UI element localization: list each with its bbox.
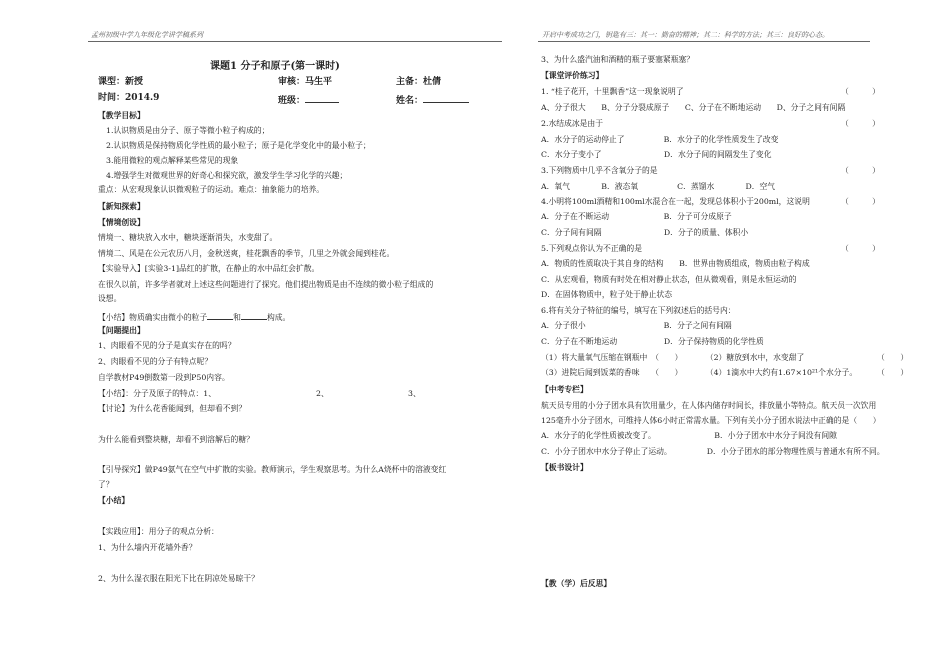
- ex5-stem: [541, 244, 880, 253]
- question-2: 2、肉眼看不见的分子有特点呢？: [98, 357, 213, 366]
- ex4-paren[interactable]: （ ）: [841, 197, 880, 206]
- objective-4: 4.增强学生对微观世界的好奇心和探究欲，激发学生学习化学的兴趣；: [106, 171, 348, 180]
- ex6-stem: 6.将有关分子特征的编号，填写在下列叙述后的括号内：: [541, 306, 736, 315]
- summary-and: 和: [233, 313, 241, 322]
- practice-2: 2、为什么湿衣服在阳光下比在阴凉处易晾干？: [98, 574, 259, 583]
- ex1-paren[interactable]: （ ）: [841, 87, 880, 96]
- features-label: 【小结】：分子及原子的特点：1、: [98, 389, 217, 398]
- left-column: [98, 0, 518, 658]
- summary-1-text: 【小结】物质确实由微小的粒子: [98, 313, 208, 322]
- feature-2: 2、: [316, 389, 329, 398]
- class-label: 班级：: [278, 96, 306, 106]
- class-blank[interactable]: [305, 94, 339, 103]
- ex6-items-12: [541, 353, 909, 362]
- ex3-paren[interactable]: （ ）: [841, 166, 880, 175]
- practice-3: 3、为什么盛汽油和酒精的瓶子要塞紧瓶塞？: [541, 55, 695, 64]
- ex2-text: 2.水结成冰是由于: [541, 119, 604, 128]
- right-column: [541, 0, 936, 658]
- question-1: 1、肉眼看不见的分子是真实存在的吗？: [98, 341, 236, 350]
- exam-text-1: 航天员专用的小分子团水具有饮用量少，在人体内储存时间长，排放量小等特点。航天员一次饮用: [541, 401, 877, 410]
- section-objectives: 【教学目标】: [98, 111, 145, 120]
- ex1-text: 1. “桂子花开，十里飘香”这一现象说明了: [541, 87, 684, 96]
- history-text-2: 设想。: [98, 294, 122, 303]
- ex6-item2-paren[interactable]: （ ）: [877, 353, 909, 362]
- class-field[interactable]: [278, 94, 339, 106]
- name-blank[interactable]: [423, 94, 469, 103]
- discussion-2: 为什么能看到整块糖，却看不到溶解后的糖？: [98, 435, 254, 444]
- ex6-items-34: [541, 368, 909, 377]
- ex5-paren[interactable]: （ ）: [841, 244, 880, 253]
- summary-features: [98, 389, 421, 398]
- ex4-options-cd: C．分子间有间隔 D．分子的质量、体积小: [541, 228, 749, 237]
- exam-options-cd: C．小分子团水中水分子停止了运动。 D．小分子团水的部分物理性质与普通水有所不同。: [541, 447, 885, 456]
- objective-2: 2.认识物质是保持物质化学性质的最小粒子；原子是化学变化中的最小粒子；: [106, 141, 371, 150]
- ex6-options-cd: C．分子在不断地运动 D．分子保持物质的化学性质: [541, 337, 764, 346]
- section-summary: 【小结】: [98, 496, 130, 505]
- history-text-1: 在很久以前，许多学者就对上述这些问题进行了探究。他们提出物质是由不连续的微小粒子组成的: [98, 280, 434, 289]
- ex2-paren[interactable]: （ ）: [841, 119, 880, 128]
- lesson-date: 时间：2014.9: [98, 93, 160, 103]
- ex2-stem: [541, 119, 880, 128]
- practice-1: 1、为什么墙内开花墙外香？: [98, 543, 197, 552]
- section-class-evaluation: 【课堂评价练习】: [541, 71, 604, 80]
- objective-3: 3.能用微粒的观点解释某些常见的现象: [106, 156, 239, 165]
- name-label: 姓名：: [396, 96, 424, 106]
- section-practice: 【实践应用】：用分子的观点分析：: [98, 527, 219, 536]
- key-points: 重点：从宏观现象认识微观粒子的运动。难点：抽象能力的培养。: [98, 185, 325, 194]
- ex1-stem: [541, 87, 880, 96]
- ex6-items-34-text: （3）进院后闻到饭菜的香味 （ ） （4）1滴水中大约有1.67×10²¹个水分子。: [541, 368, 858, 377]
- ex6-items-12-text: （1）将大量氧气压缩在钢瓶中 （ ） （2）糖放到水中，水变甜了: [541, 353, 805, 362]
- section-new-knowledge: 【新知探索】: [98, 202, 145, 211]
- ex2-options-ab: A．水分子的运动停止了 B．水分子的化学性质发生了改变: [541, 135, 779, 144]
- ex6-options-ab: A．分子很小 B．分子之间有间隔: [541, 321, 732, 330]
- ex4-options-ab: A．分子在不断运动 B．分子可分成原子: [541, 212, 732, 221]
- summary-1: [98, 311, 290, 322]
- ex6-item4-paren[interactable]: （ ）: [877, 368, 909, 377]
- exam-options-ab: A．水分子的化学性质被改变了。 B．小分子团水中水分子间没有间隙: [541, 431, 837, 440]
- preparer: 主备：杜倩: [396, 77, 442, 87]
- exam-text-2: 125毫升小分子团水，可维持人体6小时正常需水量。下列有关小分子团水说法中正确的是（ ）: [541, 416, 881, 425]
- ex5-text: 5.下列观点你认为不正确的是: [541, 244, 643, 253]
- feature-3: 3、: [408, 389, 421, 398]
- lesson-title: 课题1 分子和原子(第一课时): [210, 61, 340, 72]
- lesson-type: 课型：新授: [98, 77, 144, 87]
- ex5-option-d: D．在固体物质中，粒子处于静止状态: [541, 290, 672, 299]
- ex2-options-cd: C．水分子变小了 D．水分子间的间隔发生了变化: [541, 150, 772, 159]
- summary-blank-2[interactable]: [241, 311, 267, 320]
- scenario-1: 情境一、糖块放入水中，糖块逐渐消失，水变甜了。: [98, 233, 278, 242]
- ex1-options: A、分子很大 B、分子分裂成原子 C、分子在不断地运动 D、分子之间有间隔: [541, 103, 846, 112]
- discussion-1: 【讨论】为什么花香能闻到，但却看不到？: [98, 404, 247, 413]
- ex3-options: A．氧气 B．液态氧 C．蒸馏水 D．空气: [541, 182, 776, 191]
- ex4-stem: [541, 197, 880, 206]
- ex3-stem: [541, 166, 880, 175]
- ex5-option-c: C．从宏观看，物质有时处在相对静止状态，但从微观看，则是永恒运动的: [541, 275, 797, 284]
- summary-end: 构成。: [266, 313, 291, 322]
- section-questions: 【问题提出】: [98, 326, 145, 335]
- header-left: 孟州初级中学九年级化学讲学稿系列: [91, 31, 203, 39]
- section-board-design: 【板书设计】: [541, 463, 588, 472]
- experiment-intro: 【实验导入】[实验3-1]品红的扩散，在静止的水中品红会扩散。: [98, 264, 320, 273]
- scenario-2: 情境二、风是在公元农历八月，金秋送爽，桂花飘香的季节，几里之外就会闻到桂花。: [98, 249, 395, 258]
- reviewer: 审核：马生平: [278, 77, 333, 87]
- ex3-text: 3.下列物质中几乎不含氧分子的是: [541, 166, 658, 175]
- self-study: 自学教材P49倒数第一段到P50内容。: [98, 373, 230, 382]
- guided-inquiry-1: 【引导探究】做P49氨气在空气中扩散的实验。教师演示，学生观察思考。为什么A烧杯中的溶液变红: [98, 465, 447, 474]
- section-reflection: 【教（学）后反思】: [541, 579, 612, 588]
- ex5-option-ab: A．物质的性质取决于其自身的结构 B．世界由物质组成，物质由粒子构成: [541, 259, 810, 268]
- objective-1: 1.认识物质是由分子、原子等微小粒子构成的；: [106, 126, 270, 135]
- section-exam-column: 【中考专栏】: [541, 385, 588, 394]
- section-scenario: 【情境创设】: [98, 218, 145, 227]
- header-right: 开启中考成功之门，钥匙有三：其一：勤奋的精神；其二：科学的方法；其三：良好的心态。: [542, 31, 829, 39]
- summary-blank-1[interactable]: [207, 311, 233, 320]
- name-field[interactable]: [396, 94, 469, 106]
- guided-inquiry-2: 了？: [98, 480, 114, 489]
- ex4-text: 4.小明将100ml酒精和100ml水混合在一起，发现总体积小于200ml，这说明: [541, 197, 810, 206]
